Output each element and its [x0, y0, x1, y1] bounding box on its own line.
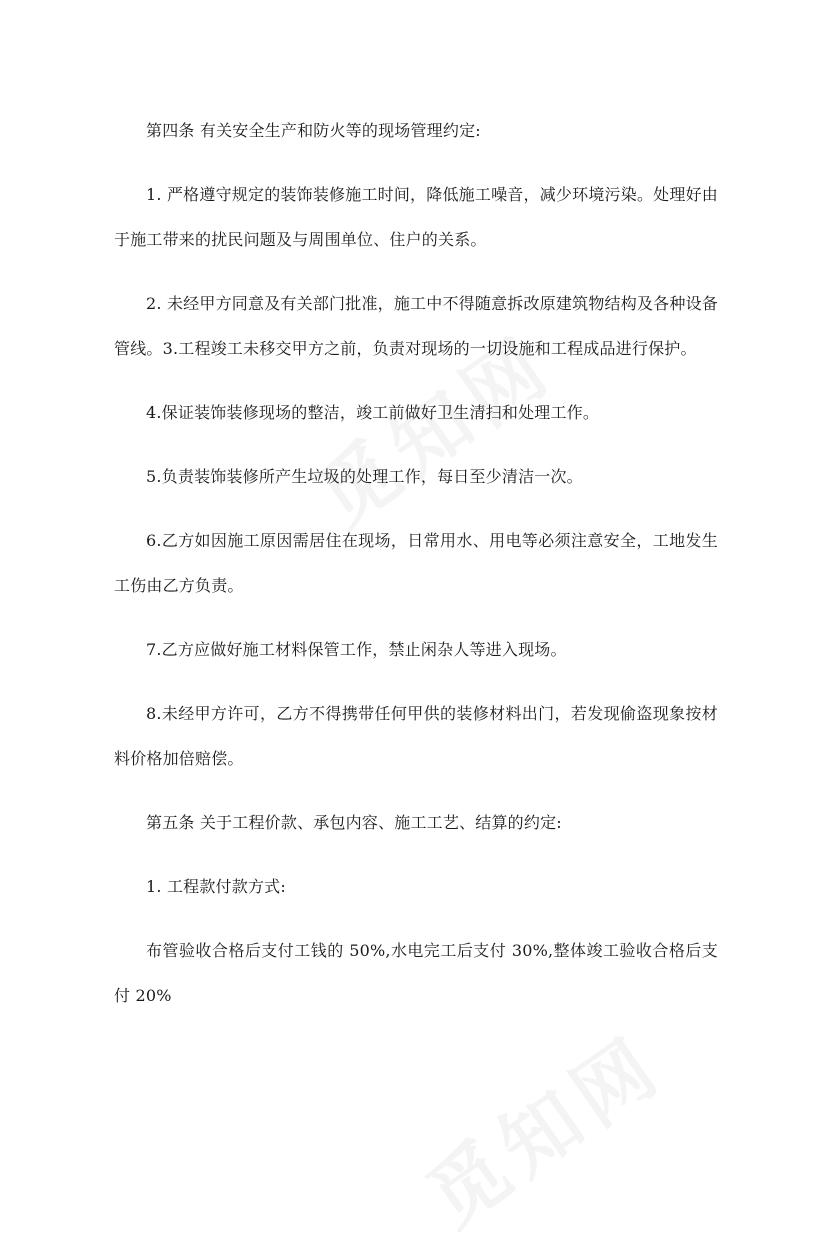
clause-1-construction-time: 1. 严格遵守规定的装饰装修施工时间，降低施工噪音，减少环境污染。处理好由于施工带来的扰民问题及与周围单位、住户的关系。 [114, 185, 718, 249]
clause-7-material-storage: 7.乙方应做好施工材料保管工作，禁止闲杂人等进入现场。 [146, 640, 567, 659]
article-five-heading: 第五条 关于工程价款、承包内容、施工工艺、结算的约定: [146, 813, 562, 832]
clause-4-site-cleanliness: 4.保证装饰装修现场的整洁，竣工前做好卫生清扫和处理工作。 [146, 403, 600, 422]
clause-8-material-theft: 8.未经甲方许可，乙方不得携带任何甲供的装修材料出门，若发现偷盗现象按材料价格加倍赔偿。 [114, 704, 718, 768]
payment-method-heading: 1. 工程款付款方式: [146, 877, 286, 896]
clause-2-structure-protection: 2. 未经甲方同意及有关部门批准，施工中不得随意拆改原建筑物结构及各种设备管线。3.工程竣工未移交甲方之前，负责对现场的一切设施和工程成品进行保护。 [114, 294, 718, 358]
document-body [114, 108, 718, 1037]
article-four-heading: 第四条 有关安全生产和防火等的现场管理约定: [146, 121, 481, 140]
clause-6-onsite-safety: 6.乙方如因施工原因需居住在现场，日常用水、用电等必须注意安全，工地发生工伤由乙方负责。 [114, 531, 718, 595]
payment-schedule: 布管验收合格后支付工钱的 50%,水电完工后支付 30%,整体竣工验收合格后支付 20% [114, 941, 718, 1005]
clause-5-waste-handling: 5.负责装饰装修所产生垃圾的处理工作，每日至少清洁一次。 [146, 467, 583, 486]
watermark-bottom [402, 1004, 683, 1247]
